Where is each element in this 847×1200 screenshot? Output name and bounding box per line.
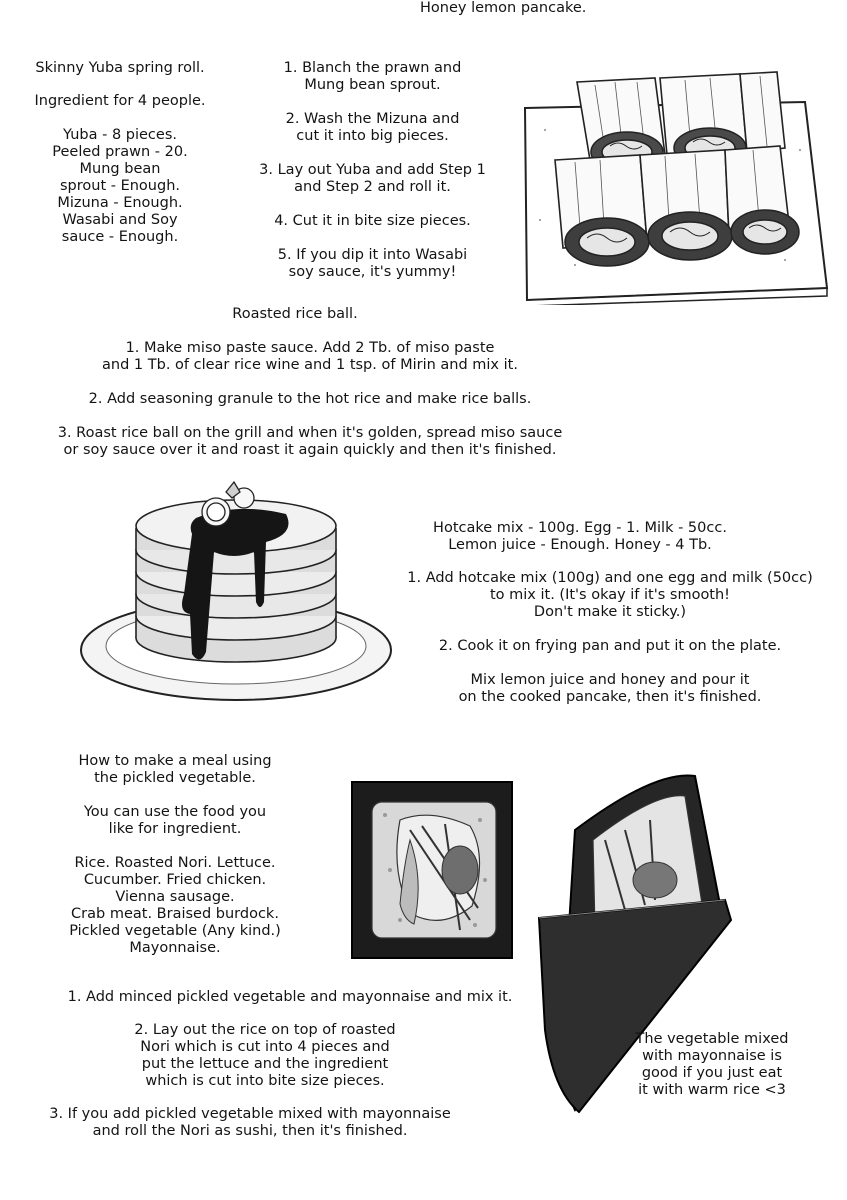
- yuba-serves: Ingredient for 4 people.: [34, 93, 206, 109]
- pancake-ingredients: Hotcake mix - 100g. Egg - 1. Milk - 50cc. Lemon juice - Enough. Honey - 4 Tb.: [433, 520, 727, 553]
- pancake-title: Honey lemon pancake.: [420, 0, 587, 16]
- yuba-steps: 1. Blanch the prawn and Mung bean sprout. 2. Wash the Mizuna and cut it into big pieces. 3. Lay out Yuba and add Step 1 and Step 2 and roll it. 4. Cut it in bite size pieces. 5. If you dip it into Wasabi soy sauce, it's yummy!: [259, 60, 486, 280]
- nori-sheet-illustration: [350, 780, 515, 960]
- yuba-title: Skinny Yuba spring roll.: [35, 60, 205, 76]
- yuba-roll-illustration: [515, 60, 835, 305]
- riceball-steps: 1. Make miso paste sauce. Add 2 Tb. of miso paste and 1 Tb. of clear rice wine and 1 tsp. of Mirin and mix it. 2. Add seasoning granule to the hot rice and make rice balls. 3. Roast rice ball on the grill and when it's golden, spread miso sauce or soy sauce over it and roast it again quickly and then it's finished.: [57, 340, 563, 458]
- pickled-tip: The vegetable mixed with mayonnaise is good if you just eat it with warm rice <3: [635, 1031, 789, 1098]
- yuba-ingredients: Yuba - 8 pieces. Peeled prawn - 20. Mung bean sprout - Enough. Mizuna - Enough. Wasabi and Soy sauce - Enough.: [52, 127, 188, 245]
- pancake-illustration: [76, 478, 406, 708]
- pancake-steps: 1. Add hotcake mix (100g) and one egg and milk (50cc) to mix it. (It's okay if it's smooth! Don't make it sticky.) 2. Cook it on frying pan and put it on the plate. Mix lemon juice and honey and pour it on the cooked pancake, then it's finished.: [407, 570, 813, 705]
- pickled-step-3: 3. If you add pickled vegetable mixed with mayonnaise and roll the Nori as sushi, then it's finished.: [49, 1106, 451, 1139]
- pickled-step-1: 1. Add minced pickled vegetable and mayonnaise and mix it.: [67, 989, 513, 1005]
- riceball-title: Roasted rice ball.: [232, 306, 358, 322]
- pickled-intro: How to make a meal using the pickled vegetable. You can use the food you like for ingredient. Rice. Roasted Nori. Lettuce. Cucumber. Fried chicken. Vienna sausage. Crab meat. Braised burdock. Pickled vegetable (Any kind.) Mayonnaise.: [69, 753, 281, 956]
- pickled-step-2: 2. Lay out the rice on top of roasted Nori which is cut into 4 pieces and put the lettuce and the ingredient which is cut into bite size pieces.: [134, 1022, 396, 1089]
